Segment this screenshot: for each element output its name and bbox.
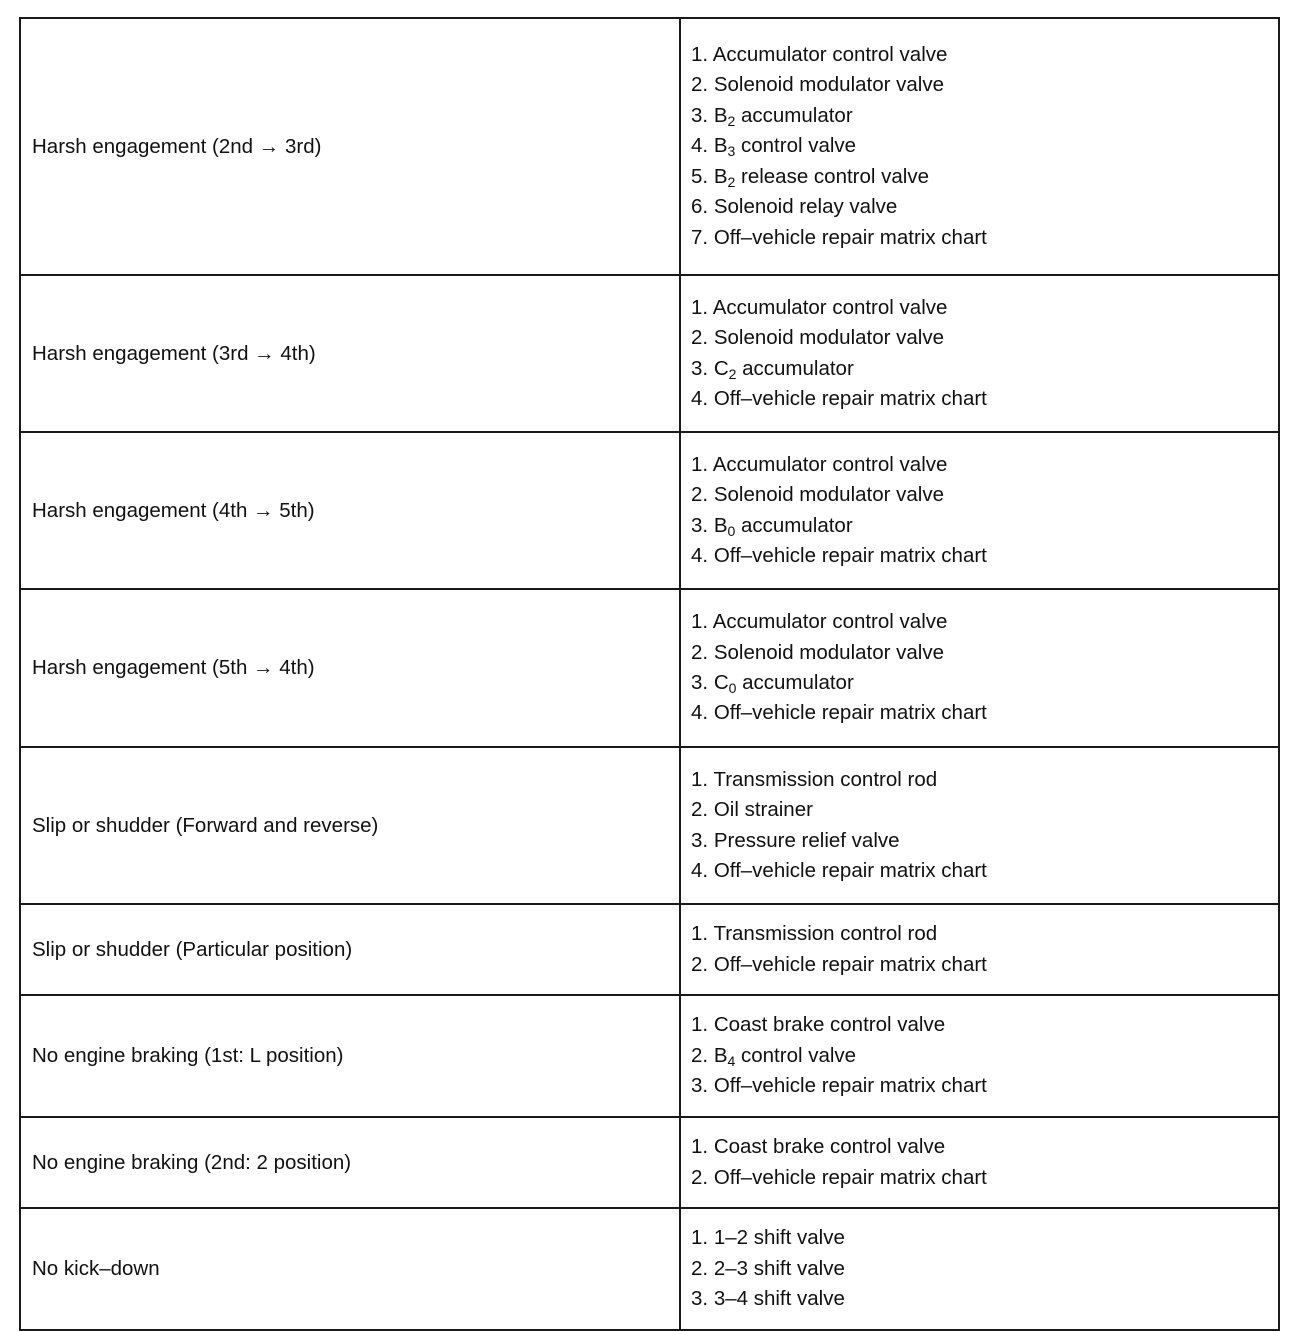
cause-item: 4. Off–vehicle repair matrix chart <box>691 543 987 567</box>
causes-cell <box>680 1117 1279 1208</box>
cause-item: 6. Solenoid relay valve <box>691 195 898 219</box>
cause-item: 4. Off–vehicle repair matrix chart <box>691 858 987 882</box>
cause-item: 3. $C_2$ accumulator <box>691 356 854 382</box>
cause-item: 2. 2–3 shift valve <box>691 1256 845 1280</box>
cause-item: 1. Accumulator control valve <box>691 452 948 476</box>
symptom-text: Harsh engagement (2nd → 3rd) <box>32 134 322 158</box>
symptom-text: No engine braking (1st: L position) <box>32 1044 344 1067</box>
cause-item: 2. Off–vehicle repair matrix chart <box>691 1165 987 1189</box>
symptom-text: Slip or shudder (Particular position) <box>32 937 353 961</box>
causes-cell <box>680 18 1279 275</box>
table-row <box>20 1208 1279 1330</box>
troubleshooting-table <box>19 17 1280 1331</box>
cause-item: 7. Off–vehicle repair matrix chart <box>691 225 987 249</box>
cause-item: 3. Pressure relief valve <box>691 828 900 852</box>
table-row <box>20 432 1279 589</box>
symptom-text: Slip or shudder (Forward and reverse) <box>32 813 379 837</box>
cause-item: 2. Solenoid modulator valve <box>691 483 945 507</box>
table-row <box>20 747 1279 904</box>
cause-item: 1. Transmission control rod <box>691 922 938 946</box>
cause-item: 2. Off–vehicle repair matrix chart <box>691 952 987 976</box>
causes-cell <box>680 747 1279 904</box>
symptom-cell <box>20 589 680 747</box>
symptom-cell <box>20 995 680 1117</box>
cause-item: 3. $B_0$ accumulator <box>691 513 853 539</box>
cause-item: 1. Transmission control rod <box>691 767 938 791</box>
symptom-cell <box>20 1117 680 1208</box>
cause-item: 4. Off–vehicle repair matrix chart <box>691 386 987 410</box>
table-body <box>20 18 1279 1330</box>
causes-cell <box>680 589 1279 747</box>
table-row <box>20 1117 1279 1208</box>
symptom-text: Harsh engagement (5th → 4th) <box>32 656 315 679</box>
table-row <box>20 589 1279 747</box>
cause-item: 3. 3–4 shift valve <box>691 1287 845 1311</box>
symptom-text: Harsh engagement (3rd → 4th) <box>32 341 316 365</box>
symptom-cell <box>20 275 680 432</box>
symptom-text: No engine braking (2nd: 2 position) <box>32 1150 352 1174</box>
causes-cell <box>680 904 1279 995</box>
cause-item: 2. Solenoid modulator valve <box>691 73 945 97</box>
cause-item: 2. $B_4$ control valve <box>691 1043 857 1069</box>
symptom-cell <box>20 904 680 995</box>
causes-cell <box>680 995 1279 1117</box>
cause-item: 1. Coast brake control valve <box>691 1135 946 1159</box>
table-row <box>20 995 1279 1117</box>
cause-item: 4. Off–vehicle repair matrix chart <box>691 701 987 725</box>
cause-item: 3. Off–vehicle repair matrix chart <box>691 1074 987 1098</box>
symptom-cell <box>20 18 680 275</box>
cause-item: 2. Solenoid modulator valve <box>691 326 945 350</box>
cause-item: 1. 1–2 shift valve <box>691 1226 845 1250</box>
causes-cell <box>680 275 1279 432</box>
cause-item: 4. $B_3$ control valve <box>691 134 857 160</box>
cause-item: 3. $C_0$ accumulator <box>691 671 854 696</box>
symptom-text: No kick–down <box>32 1257 160 1280</box>
symptom-cell <box>20 1208 680 1330</box>
cause-item: 1. Accumulator control valve <box>691 610 948 634</box>
symptom-cell <box>20 432 680 589</box>
cause-item: 5. $B_2$ release control valve <box>691 164 930 190</box>
cause-item: 3. $B_2$ accumulator <box>691 103 853 129</box>
cause-item: 1. Coast brake control valve <box>691 1013 946 1037</box>
causes-cell <box>680 432 1279 589</box>
symptom-text: Harsh engagement (4th → 5th) <box>32 498 315 522</box>
symptom-cell <box>20 747 680 904</box>
cause-item: 2. Solenoid modulator valve <box>691 640 945 664</box>
cause-item: 1. Accumulator control valve <box>691 295 948 319</box>
cause-item: 2. Oil strainer <box>691 798 813 822</box>
cause-item: 1. Accumulator control valve <box>691 43 948 67</box>
table-row <box>20 904 1279 995</box>
table-row <box>20 18 1279 275</box>
causes-cell <box>680 1208 1279 1330</box>
table-row <box>20 275 1279 432</box>
